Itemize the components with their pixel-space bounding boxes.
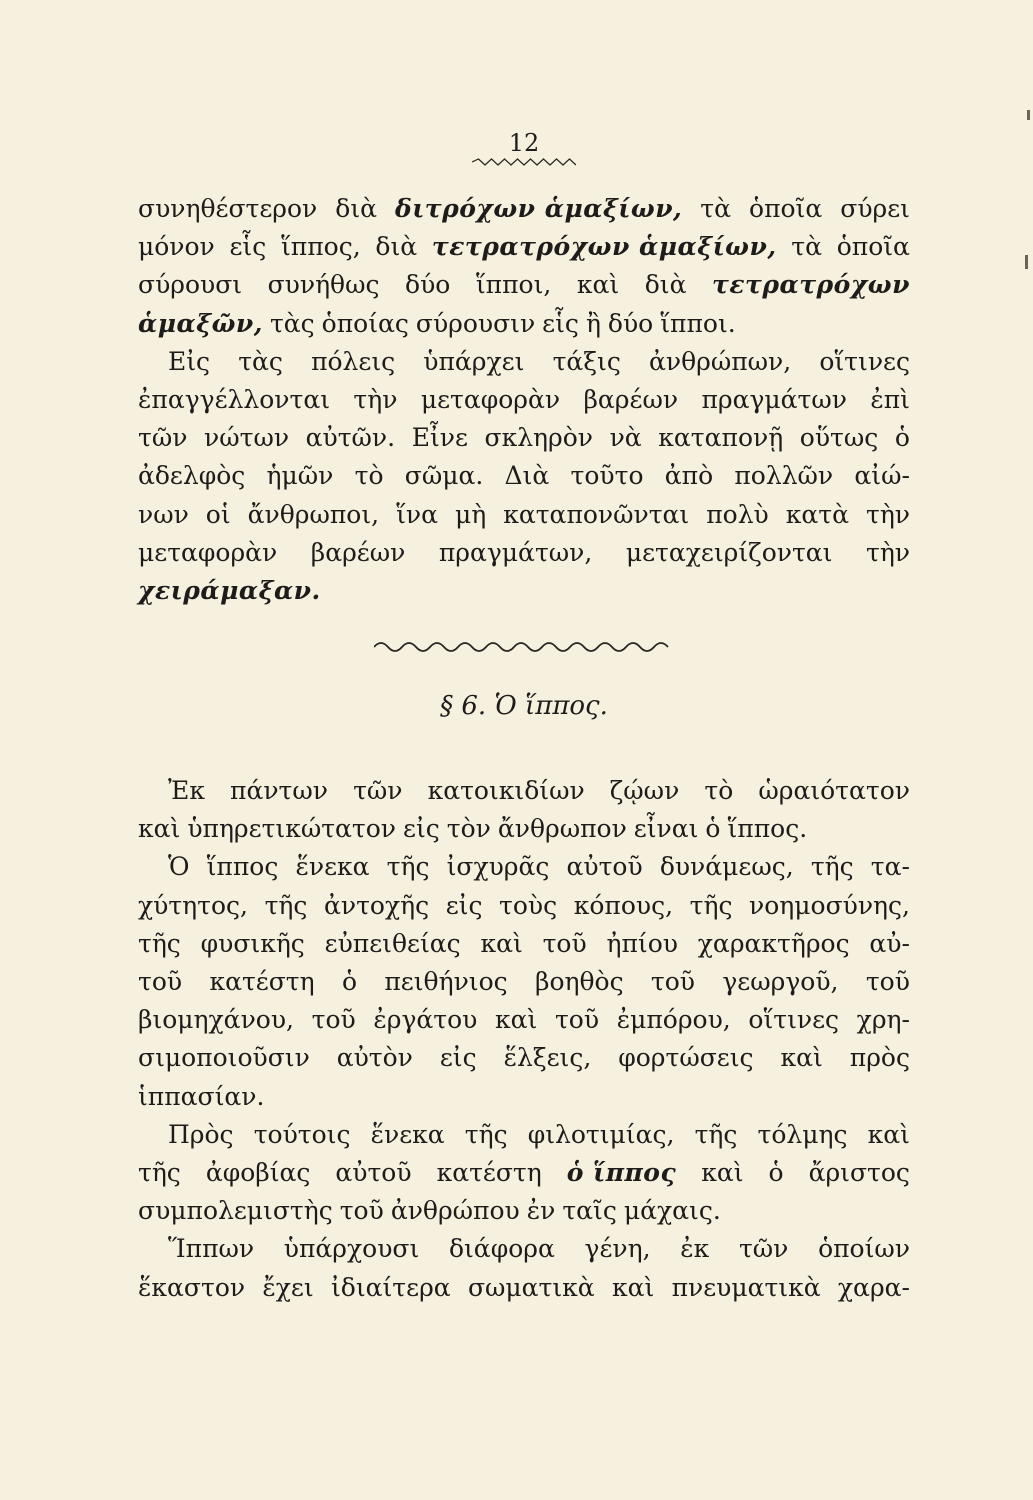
- word: ἡμῶν: [266, 461, 334, 491]
- text-line: [138, 810, 910, 848]
- word: βαρέων: [583, 384, 679, 414]
- word: βαρέων: [310, 537, 406, 567]
- word: αὐτὸν: [336, 1043, 413, 1073]
- word: ἢ: [585, 308, 601, 338]
- word: νὰ: [609, 423, 642, 453]
- word: τὴν: [353, 384, 398, 414]
- word: πραγμάτων: [701, 384, 847, 414]
- word: κόπους,: [573, 890, 674, 920]
- word: αὐτῶν.: [305, 423, 396, 453]
- word: χαρακτῆρος: [697, 928, 850, 958]
- word: τούτοις: [253, 1119, 351, 1149]
- word: πειθήνιος: [384, 967, 508, 996]
- word: Ὁ: [168, 852, 190, 882]
- word: γένη,: [584, 1234, 651, 1264]
- text-line: [138, 772, 910, 810]
- word: διὰ: [375, 232, 418, 262]
- word: ἵπποι,: [475, 270, 552, 300]
- text-line: [138, 419, 910, 457]
- word: τὸν: [446, 814, 491, 844]
- word: πάντων: [230, 776, 328, 806]
- word: οἱ: [205, 499, 231, 529]
- word: συνήθως: [267, 270, 380, 300]
- word: ἠπίου: [606, 928, 678, 958]
- word: αἰώ-: [854, 461, 910, 491]
- word: ὑπάρχουσι: [283, 1234, 420, 1264]
- word: ἐμπόρου,: [616, 1005, 731, 1035]
- text-line: [138, 963, 910, 1001]
- word: πολλῶν: [734, 461, 834, 491]
- text-line: [138, 496, 910, 534]
- page-number: 12: [508, 129, 540, 157]
- word: τῆς: [138, 928, 181, 958]
- word: ὑπάρχει: [423, 346, 525, 376]
- word: τῆς: [386, 852, 430, 882]
- word: σκληρὸν: [484, 423, 593, 453]
- word: σύρουσι: [138, 270, 243, 300]
- word: τα-: [870, 852, 910, 882]
- word: ἄνθρωπον: [497, 814, 627, 844]
- word: οἵτινες: [819, 346, 910, 376]
- word: εὐπειθείας: [324, 928, 461, 958]
- word: Διὰ: [504, 461, 550, 491]
- page-edge-mark: [1025, 255, 1028, 269]
- text-line: [138, 1039, 910, 1077]
- word: ἀδελφὸς: [138, 461, 246, 491]
- word: εἷς: [229, 232, 267, 262]
- text-line: [138, 1269, 910, 1307]
- word: κατέστη: [209, 967, 315, 996]
- word: φορτώσεις: [618, 1043, 754, 1073]
- word: μόνον: [138, 232, 215, 262]
- word: τὸ: [704, 776, 734, 806]
- word: σύρουσιν: [415, 308, 536, 338]
- word: εἰς: [439, 1043, 477, 1073]
- word: καταπονῶνται: [503, 499, 690, 529]
- word: πνευματικὰ: [671, 1272, 821, 1302]
- word: τὸ: [354, 461, 384, 491]
- word: ὁ: [705, 814, 721, 844]
- word: καὶ: [576, 270, 620, 300]
- word: σιμοποιοῦσιν: [138, 1043, 310, 1073]
- word: οὕτως: [799, 423, 879, 453]
- emphasized-term: διτρόχων ἁμαξίων,: [395, 194, 683, 223]
- word: μάχαις.: [623, 1196, 721, 1226]
- word: δύο: [607, 308, 654, 338]
- paragraph-block-2: [138, 772, 910, 1307]
- word: τοῦ: [554, 1005, 600, 1035]
- word: Ἐκ: [168, 776, 205, 806]
- word: τὴν: [865, 499, 910, 529]
- word: τῆς: [464, 1119, 508, 1149]
- word: πραγμάτων,: [438, 537, 593, 567]
- word: ἀνθρώπων,: [649, 346, 792, 376]
- word: μεταχειρίζονται: [625, 537, 833, 567]
- word: εἰς: [445, 890, 483, 920]
- text-line: [138, 228, 910, 266]
- word: τὴν: [865, 537, 910, 567]
- word: ὁ: [341, 967, 358, 996]
- text-line: [138, 1154, 910, 1192]
- word: μὴ: [454, 499, 487, 529]
- word: σῶμα.: [404, 461, 484, 491]
- word: βιομηχάνου,: [138, 1005, 294, 1035]
- word: τοῦ: [311, 1005, 356, 1035]
- word: εἰς: [403, 814, 440, 844]
- word: φιλοτιμίας,: [527, 1119, 675, 1149]
- text-line: [138, 381, 910, 419]
- word: αὐτοῦ: [335, 1157, 412, 1187]
- word: Ἵππων: [168, 1234, 255, 1264]
- word: δύο: [405, 270, 451, 300]
- word: φυσικῆς: [200, 928, 305, 958]
- word: καὶ: [780, 1043, 823, 1073]
- word: ἵππος,: [280, 232, 361, 262]
- word: ἀντοχῆς: [324, 890, 430, 920]
- word: τῶν: [138, 423, 188, 453]
- word: καὶ: [495, 1005, 538, 1035]
- text-line: [138, 1192, 910, 1230]
- word: ἀφοβίας: [205, 1157, 311, 1187]
- word: διὰ: [335, 194, 378, 223]
- word: τοῦ: [339, 1196, 384, 1226]
- word: ὁποίας: [321, 308, 409, 338]
- word: σύρει: [840, 194, 910, 223]
- word: κατέστη: [436, 1157, 542, 1187]
- text-line: [138, 305, 910, 343]
- word: συμπολεμιστὴς: [138, 1196, 333, 1226]
- word: κατοικιδίων: [427, 776, 585, 806]
- word: τοῦ: [650, 967, 696, 996]
- word: βοηθὸς: [534, 967, 624, 996]
- word: Πρὸς: [168, 1119, 234, 1149]
- word: τοῦ: [138, 967, 183, 996]
- section-divider-ornament: [374, 638, 674, 652]
- emphasized-term: τετρατρόχων ἁμαξίων,: [431, 232, 777, 262]
- emphasized-term: χειράμαξαν.: [138, 575, 321, 605]
- word: εἶναι: [633, 814, 699, 844]
- text-line: [138, 925, 910, 963]
- word: νώτων: [204, 423, 290, 453]
- word: ταῖς: [562, 1196, 617, 1226]
- word: χύτητος,: [138, 890, 248, 920]
- text-line: [138, 343, 910, 381]
- word: ὁ: [894, 423, 910, 453]
- word: ἀνθρώπου: [390, 1196, 520, 1226]
- word: ἵνα: [396, 499, 438, 529]
- word: καὶ: [138, 814, 181, 844]
- word: τοῦ: [542, 928, 587, 958]
- word: ἵππος.: [727, 814, 808, 844]
- word: μεταφορὰν: [138, 537, 278, 567]
- word: τῆς: [138, 1157, 181, 1187]
- word: τῶν: [738, 1234, 789, 1264]
- word: Εἶνε: [411, 423, 468, 453]
- word: ἵππος: [206, 852, 279, 882]
- page-edge-mark: [1027, 110, 1030, 120]
- word: πόλεις: [311, 346, 396, 376]
- word: τὰς: [269, 308, 315, 338]
- word: χρη-: [856, 1005, 910, 1035]
- text-line: [138, 1230, 910, 1268]
- word: ἱππασίαν.: [138, 1081, 265, 1111]
- text-line: [138, 572, 910, 610]
- word: τῆς: [810, 852, 854, 882]
- word: αὐτοῦ: [566, 852, 643, 882]
- word: ἐπαγγέλλονται: [138, 384, 331, 414]
- word: κατὰ: [785, 499, 849, 529]
- word: νων: [138, 499, 189, 529]
- word: καὶ: [611, 1272, 655, 1302]
- word: σωματικὰ: [467, 1272, 595, 1302]
- word: ἐπὶ: [870, 384, 910, 414]
- word: καταπονῇ: [658, 423, 784, 453]
- word: ὁποῖα: [836, 232, 910, 262]
- word: διάφορα: [448, 1234, 555, 1264]
- text-line: [138, 457, 910, 495]
- text-line: [138, 848, 910, 886]
- word: εἷς: [542, 308, 579, 338]
- paragraph-block-1: [138, 190, 910, 610]
- word: πρὸς: [849, 1043, 910, 1073]
- emphasized-term: ὁ ἵππος: [566, 1157, 677, 1187]
- text-line: [138, 1078, 910, 1116]
- word: ἄνθρωποι,: [247, 499, 380, 529]
- book-page: [138, 130, 910, 1307]
- word: τῶν: [353, 776, 403, 806]
- word: ὑπηρετικώτατον: [187, 814, 397, 844]
- word: ἕκαστον: [138, 1272, 246, 1302]
- word: καὶ: [701, 1157, 744, 1187]
- text-line: [138, 534, 910, 572]
- word: ὁποῖα: [749, 194, 823, 223]
- word: ὁποίων: [818, 1234, 910, 1264]
- word: τὰ: [700, 194, 731, 223]
- text-line: [138, 1116, 910, 1154]
- word: δυνάμεως,: [659, 852, 794, 882]
- text-line: [138, 190, 910, 228]
- word: τῆς: [689, 890, 733, 920]
- word: διὰ: [644, 270, 687, 300]
- word: ἕνεκα: [370, 1119, 445, 1149]
- word: ἀπὸ: [664, 461, 714, 491]
- text-line: [138, 266, 910, 304]
- text-line: [138, 1001, 910, 1039]
- word: νοημοσύνης,: [749, 890, 910, 920]
- emphasized-term: τετρατρόχων: [712, 270, 910, 300]
- emphasized-term: ἁμαξῶν,: [138, 308, 263, 338]
- word: ἐκ: [680, 1234, 710, 1264]
- word: Εἰς: [168, 346, 211, 376]
- text-line: [138, 887, 910, 925]
- word: χαρα-: [837, 1272, 910, 1302]
- word: καὶ: [480, 928, 523, 958]
- word: μεταφορὰν: [420, 384, 561, 414]
- word: ἕνεκα: [295, 852, 370, 882]
- word: ἰσχυρᾶς: [446, 852, 550, 882]
- word: τὰ: [791, 232, 822, 262]
- word: γεωργοῦ,: [722, 967, 839, 996]
- word: τάξις: [552, 346, 621, 376]
- word: τῆς: [694, 1119, 738, 1149]
- word: ἰδιαίτερα: [330, 1272, 451, 1302]
- word: ἔχει: [262, 1272, 314, 1302]
- word: τὰς: [238, 346, 283, 376]
- word: ἵπποι.: [660, 308, 736, 338]
- word: τῆς: [264, 890, 308, 920]
- word: τοῦ: [865, 967, 910, 996]
- word: οἵτινες: [748, 1005, 840, 1035]
- word: αὐ-: [869, 928, 910, 958]
- word: ὁ: [768, 1157, 784, 1187]
- word: πολὺ: [706, 499, 769, 529]
- word: τοὺς: [499, 890, 558, 920]
- word: τόλμης: [757, 1119, 848, 1149]
- word: ἐργάτου: [373, 1005, 478, 1035]
- word: ὡραιότατον: [758, 776, 910, 806]
- word: συνηθέστερον: [138, 194, 318, 223]
- word: ἐν: [526, 1196, 556, 1226]
- section-title: § 6. Ὁ ἵππος.: [440, 691, 608, 722]
- word: ἄριστος: [808, 1157, 910, 1187]
- word: ἕλξεις,: [503, 1043, 592, 1073]
- word: ζῴων: [609, 776, 680, 806]
- header-ornament: [472, 158, 576, 166]
- word: τοῦτο: [570, 461, 644, 491]
- word: καὶ: [867, 1119, 910, 1149]
